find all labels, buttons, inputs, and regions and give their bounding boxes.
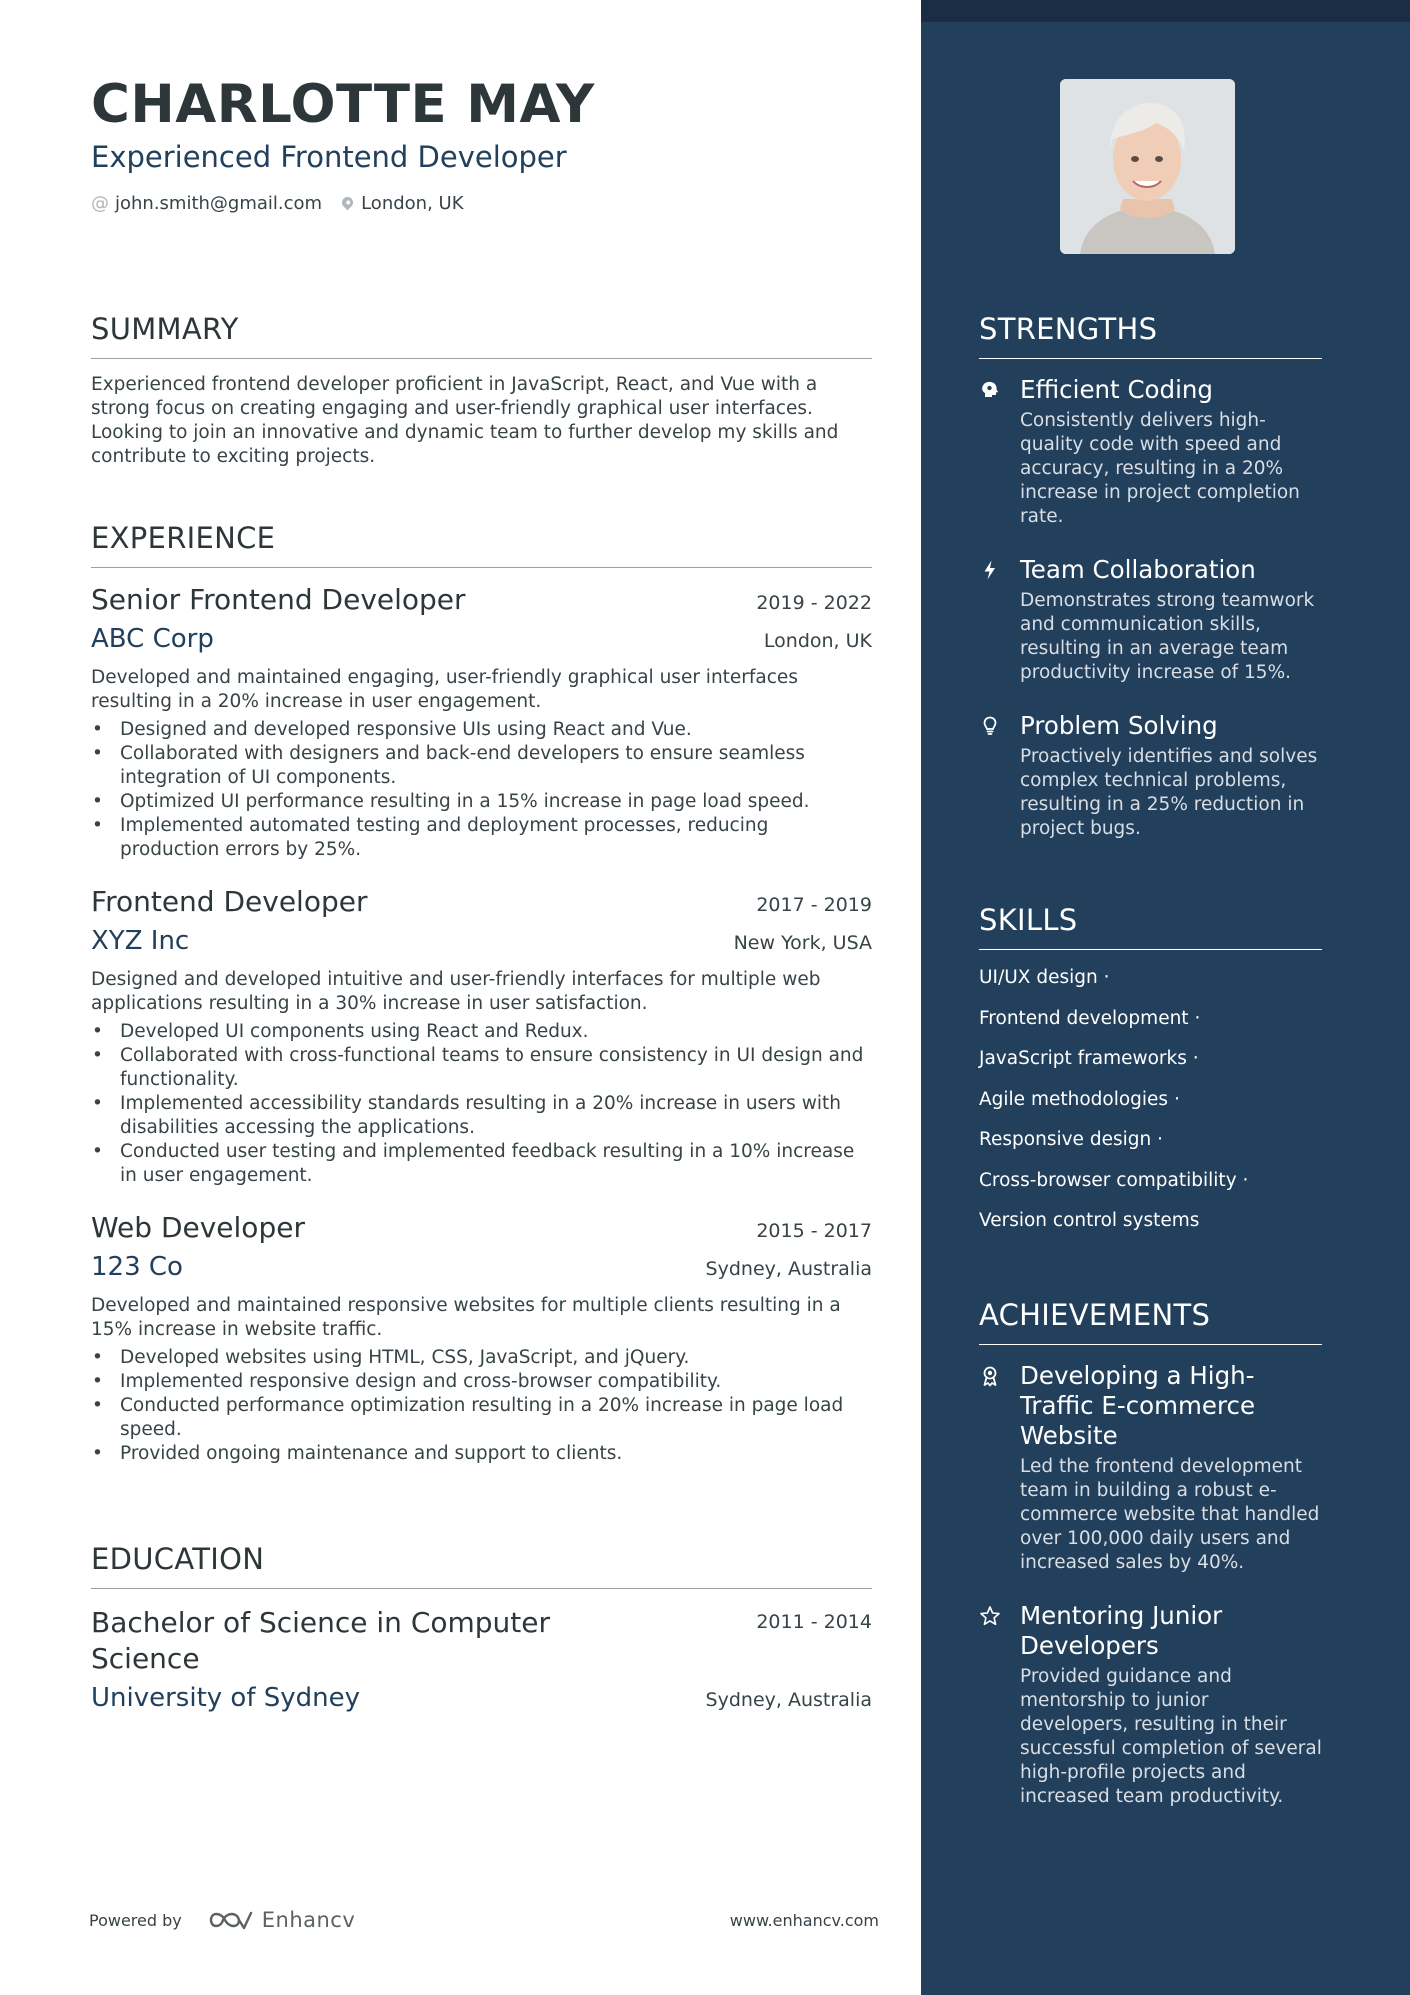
job-location: Sydney, Australia bbox=[705, 1258, 872, 1280]
lightning-icon bbox=[979, 559, 1001, 581]
job-description: Designed and developed intuitive and user-friendly interfaces for multiple web applications resulting in a 30% increase in user satisfaction. bbox=[91, 969, 821, 1014]
job-dates: 2019 - 2022 bbox=[756, 592, 872, 614]
skills-list bbox=[979, 958, 1322, 1242]
sidebar bbox=[921, 0, 1410, 1995]
strength-text: Demonstrates strong teamwork and communication skills, resulting in an average team productivity increase of 15%. bbox=[1020, 590, 1315, 683]
skill-item: UI/UX design · bbox=[979, 967, 1110, 988]
job-location: New York, USA bbox=[733, 932, 872, 954]
location-pin-icon bbox=[340, 195, 356, 211]
achievement-item bbox=[979, 1601, 1322, 1809]
experience-heading: EXPERIENCE bbox=[91, 521, 872, 568]
job-bullet: • Developed websites using HTML, CSS, JavaScript, and jQuery. bbox=[91, 1346, 872, 1370]
enhancv-logo[interactable] bbox=[208, 1908, 356, 1932]
powered-by-label: Powered by bbox=[89, 1910, 182, 1930]
achievement-text: Provided guidance and mentorship to junior developers, resulting in their successful completion of several high-profile projects and increased team productivity. bbox=[1020, 1666, 1322, 1807]
strength-text: Proactively identifies and solves complex technical problems, resulting in a 25% reduction in project bugs. bbox=[1020, 746, 1318, 839]
achievement-title: Developing a High-Traffic E-commerce Website bbox=[1020, 1361, 1256, 1450]
job-role: Frontend Developer bbox=[91, 885, 368, 918]
skill-item: Cross-browser compatibility · bbox=[979, 1169, 1249, 1191]
job-bullet: • Optimized UI performance resulting in a 15% increase in page load speed. bbox=[91, 790, 872, 814]
achievement-text: Led the frontend development team in building a robust e-commerce website that handled over 100,000 daily users and increased sales by 40%. bbox=[1020, 1456, 1320, 1573]
job-description: Developed and maintained responsive websites for multiple clients resulting in a 15% increase in website traffic. bbox=[91, 1295, 841, 1340]
strength-text: Consistently delivers high-quality code with speed and accuracy, resulting in a 20% increase in project completion rate. bbox=[1020, 410, 1300, 527]
job-bullet: • Collaborated with designers and back-end developers to ensure seamless integration of UI components. bbox=[91, 742, 872, 790]
job-bullet: • Implemented responsive design and cross-browser compatibility. bbox=[91, 1370, 872, 1394]
skill-item: Agile methodologies · bbox=[979, 1088, 1180, 1110]
job-entry bbox=[91, 884, 872, 1188]
strength-item bbox=[979, 555, 1322, 685]
website-link[interactable]: www.enhancv.com bbox=[729, 1910, 879, 1930]
enhancv-logo-text: Enhancv bbox=[261, 1908, 356, 1932]
achievement-item bbox=[979, 1361, 1322, 1575]
strength-title: Team Collaboration bbox=[1020, 555, 1256, 584]
avatar-illustration bbox=[1060, 79, 1235, 254]
job-bullets bbox=[91, 718, 872, 862]
job-role: Web Developer bbox=[91, 1211, 305, 1244]
summary-heading: SUMMARY bbox=[91, 312, 872, 359]
brain-icon bbox=[979, 379, 1001, 401]
education-school: University of Sydney bbox=[91, 1683, 361, 1713]
job-bullet: • Provided ongoing maintenance and support to clients. bbox=[91, 1442, 872, 1466]
education-section bbox=[91, 1542, 872, 1715]
footer bbox=[89, 1905, 879, 1935]
strength-title: Efficient Coding bbox=[1020, 375, 1213, 404]
lightbulb-icon bbox=[979, 715, 1001, 737]
job-bullet: • Collaborated with cross-functional teams to ensure consistency in UI design and functionality. bbox=[91, 1044, 872, 1092]
achievements-heading: ACHIEVEMENTS bbox=[979, 1298, 1322, 1345]
job-role: Senior Frontend Developer bbox=[91, 583, 466, 616]
strength-item bbox=[979, 375, 1322, 529]
job-bullet: • Implemented accessibility standards resulting in a 20% increase in users with disabilities accessing the applications. bbox=[91, 1092, 872, 1140]
achievement-title: Mentoring Junior Developers bbox=[1020, 1601, 1223, 1660]
contact-row bbox=[91, 193, 484, 214]
skill-item: Responsive design · bbox=[979, 1129, 1163, 1150]
job-location: London, UK bbox=[763, 630, 872, 652]
at-icon: @ bbox=[91, 193, 109, 214]
summary-text: Experienced frontend developer proficient in JavaScript, React, and Vue with a strong focus on creating engaging and user-friendly graphical user interfaces. Looking to join an innovative and dynamic team to further develop my skills and contribute to exciting projects. bbox=[91, 374, 839, 467]
job-bullet: • Implemented automated testing and deployment processes, reducing production errors by 25%. bbox=[91, 814, 872, 862]
strengths-heading: STRENGTHS bbox=[979, 312, 1322, 359]
education-location: Sydney, Australia bbox=[705, 1689, 872, 1711]
location-item bbox=[342, 193, 463, 214]
job-dates: 2015 - 2017 bbox=[756, 1220, 872, 1242]
strength-title: Problem Solving bbox=[1020, 711, 1218, 740]
skill-item: Version control systems bbox=[979, 1210, 1200, 1231]
skill-item: JavaScript frameworks · bbox=[979, 1048, 1199, 1069]
email-item[interactable] bbox=[91, 193, 322, 214]
summary-section bbox=[91, 312, 872, 469]
job-bullet: • Conducted user testing and implemented feedback resulting in a 10% increase in user engagement. bbox=[91, 1140, 872, 1188]
strengths-section bbox=[979, 312, 1322, 841]
job-bullets bbox=[91, 1020, 872, 1188]
job-company: ABC Corp bbox=[91, 624, 214, 654]
skill-item: Frontend development · bbox=[979, 1007, 1201, 1029]
skills-section bbox=[979, 903, 1322, 1242]
strength-item bbox=[979, 711, 1322, 841]
location-text: London, UK bbox=[361, 193, 464, 214]
enhancv-logo-icon bbox=[208, 1908, 254, 1932]
education-heading: EDUCATION bbox=[91, 1542, 872, 1589]
achievements-section bbox=[979, 1298, 1322, 1809]
skills-heading: SKILLS bbox=[979, 903, 1322, 950]
star-icon bbox=[979, 1605, 1001, 1627]
education-dates: 2011 - 2014 bbox=[756, 1611, 872, 1633]
candidate-name: CHARLOTTE MAY bbox=[91, 74, 595, 135]
experience-section bbox=[91, 521, 872, 1466]
job-bullets bbox=[91, 1346, 872, 1466]
profile-photo bbox=[1060, 79, 1235, 254]
job-dates: 2017 - 2019 bbox=[756, 894, 872, 916]
job-bullet: • Developed UI components using React and Redux. bbox=[91, 1020, 872, 1044]
job-entry bbox=[91, 582, 872, 862]
job-entry bbox=[91, 1210, 872, 1466]
award-icon bbox=[979, 1365, 1001, 1387]
sidebar-top-band bbox=[921, 0, 1410, 22]
job-company: 123 Co bbox=[91, 1252, 183, 1282]
candidate-title: Experienced Frontend Developer bbox=[91, 140, 567, 174]
job-company: XYZ Inc bbox=[91, 926, 190, 956]
job-bullet: • Designed and developed responsive UIs using React and Vue. bbox=[91, 718, 872, 742]
job-bullet: • Conducted performance optimization resulting in a 20% increase in page load speed. bbox=[91, 1394, 872, 1442]
education-degree: Bachelor of Science in Computer Science bbox=[91, 1606, 551, 1675]
email-text: john.smith@gmail.com bbox=[115, 193, 323, 214]
job-description: Developed and maintained engaging, user-friendly graphical user interfaces resulting in a 20% increase in user engagement. bbox=[91, 667, 798, 712]
